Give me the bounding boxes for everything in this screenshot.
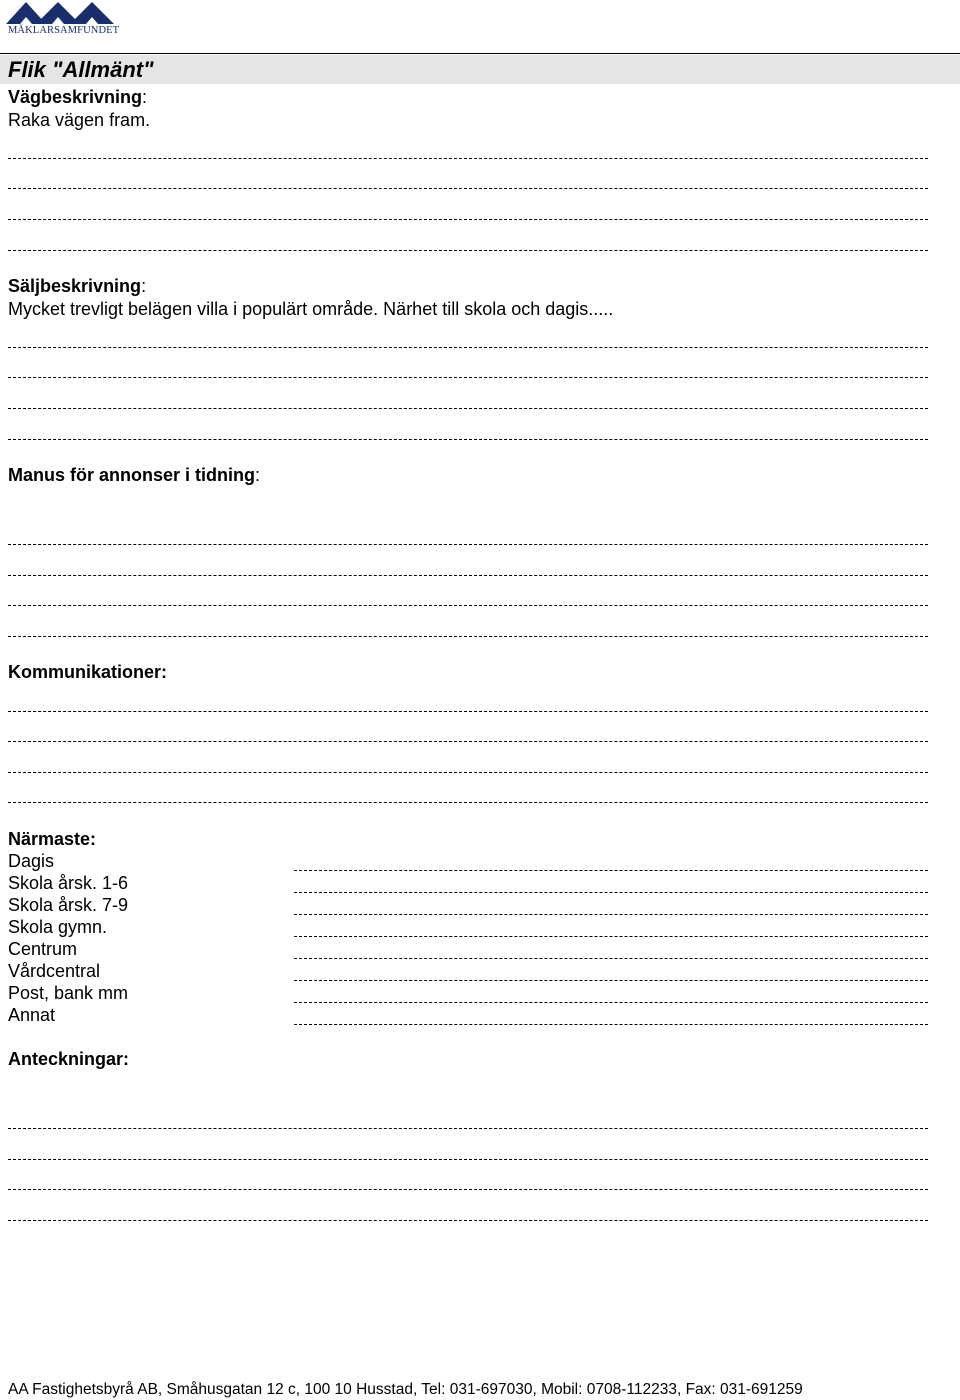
sales-description-line[interactable] bbox=[8, 347, 928, 348]
road-description-label-text: Vägbeskrivning bbox=[8, 87, 143, 107]
road-description-colon: : bbox=[142, 87, 148, 107]
sales-description-line[interactable] bbox=[8, 377, 928, 378]
nearest-item-label: Vårdcentral bbox=[8, 961, 101, 981]
communications-line[interactable] bbox=[8, 802, 928, 803]
nearest-item-label: Centrum bbox=[8, 939, 78, 959]
logo-text: MÄKLARSAMFUNDET bbox=[8, 25, 120, 36]
nearest-item-label: Skola gymn. bbox=[8, 917, 108, 937]
nearest-item-line[interactable] bbox=[294, 892, 928, 893]
sales-description-label-text: Säljbeskrivning bbox=[8, 276, 142, 296]
sales-description-colon: : bbox=[141, 276, 147, 296]
nearest-item-line[interactable] bbox=[294, 870, 928, 871]
communications-label: Kommunikationer: bbox=[8, 662, 168, 682]
notes-line[interactable] bbox=[8, 1159, 928, 1160]
ad-script-label-text: Manus för annonser i tidning bbox=[8, 465, 255, 485]
nearest-item-label: Post, bank mm bbox=[8, 983, 129, 1003]
notes-line[interactable] bbox=[8, 1189, 928, 1190]
footer-contact-info: AA Fastighetsbyrå AB, Småhusgatan 12 c, 100 10 Husstad, Tel: 031-697030, Mobil: 0708-112233, Fax: 031-691259 bbox=[8, 1381, 803, 1398]
ad-script-colon: : bbox=[255, 465, 261, 485]
notes-line[interactable] bbox=[8, 1220, 928, 1221]
tab-title: Flik "Allmänt" bbox=[8, 57, 154, 82]
road-description-label bbox=[8, 87, 147, 108]
ad-script-line[interactable] bbox=[8, 544, 928, 545]
communications-line[interactable] bbox=[8, 711, 928, 712]
nearest-item-line[interactable] bbox=[294, 1002, 928, 1003]
nearest-item-label: Skola årsk. 7-9 bbox=[8, 895, 129, 915]
ad-script-line[interactable] bbox=[8, 575, 928, 576]
tab-header-bar bbox=[0, 55, 960, 84]
nearest-item-line[interactable] bbox=[294, 914, 928, 915]
sales-description-label bbox=[8, 276, 146, 297]
nearest-item-label: Dagis bbox=[8, 851, 55, 871]
notes-label: Anteckningar: bbox=[8, 1049, 130, 1069]
nearest-item-line[interactable] bbox=[294, 1024, 928, 1025]
sales-description-line[interactable] bbox=[8, 439, 928, 440]
nearest-item-line[interactable] bbox=[294, 980, 928, 981]
notes-line[interactable] bbox=[8, 1128, 928, 1129]
road-description-value: Raka vägen fram. bbox=[8, 110, 151, 130]
communications-line[interactable] bbox=[8, 772, 928, 773]
road-description-line[interactable] bbox=[8, 188, 928, 189]
ad-script-line[interactable] bbox=[8, 605, 928, 606]
logo-mountains-icon bbox=[6, 0, 118, 26]
nearest-item-line[interactable] bbox=[294, 958, 928, 959]
ad-script-line[interactable] bbox=[8, 636, 928, 637]
communications-line[interactable] bbox=[8, 741, 928, 742]
road-description-line[interactable] bbox=[8, 250, 928, 251]
road-description-line[interactable] bbox=[8, 158, 928, 159]
ad-script-label bbox=[8, 465, 260, 486]
sales-description-line[interactable] bbox=[8, 408, 928, 409]
nearest-label: Närmaste: bbox=[8, 829, 97, 849]
road-description-line[interactable] bbox=[8, 219, 928, 220]
nearest-item-label: Skola årsk. 1-6 bbox=[8, 873, 129, 893]
sales-description-value: Mycket trevligt belägen villa i populärt område. Närhet till skola och dagis..... bbox=[8, 299, 614, 319]
nearest-item-line[interactable] bbox=[294, 936, 928, 937]
nearest-item-label: Annat bbox=[8, 1005, 56, 1025]
company-logo bbox=[6, 0, 118, 40]
header-divider bbox=[0, 53, 960, 54]
